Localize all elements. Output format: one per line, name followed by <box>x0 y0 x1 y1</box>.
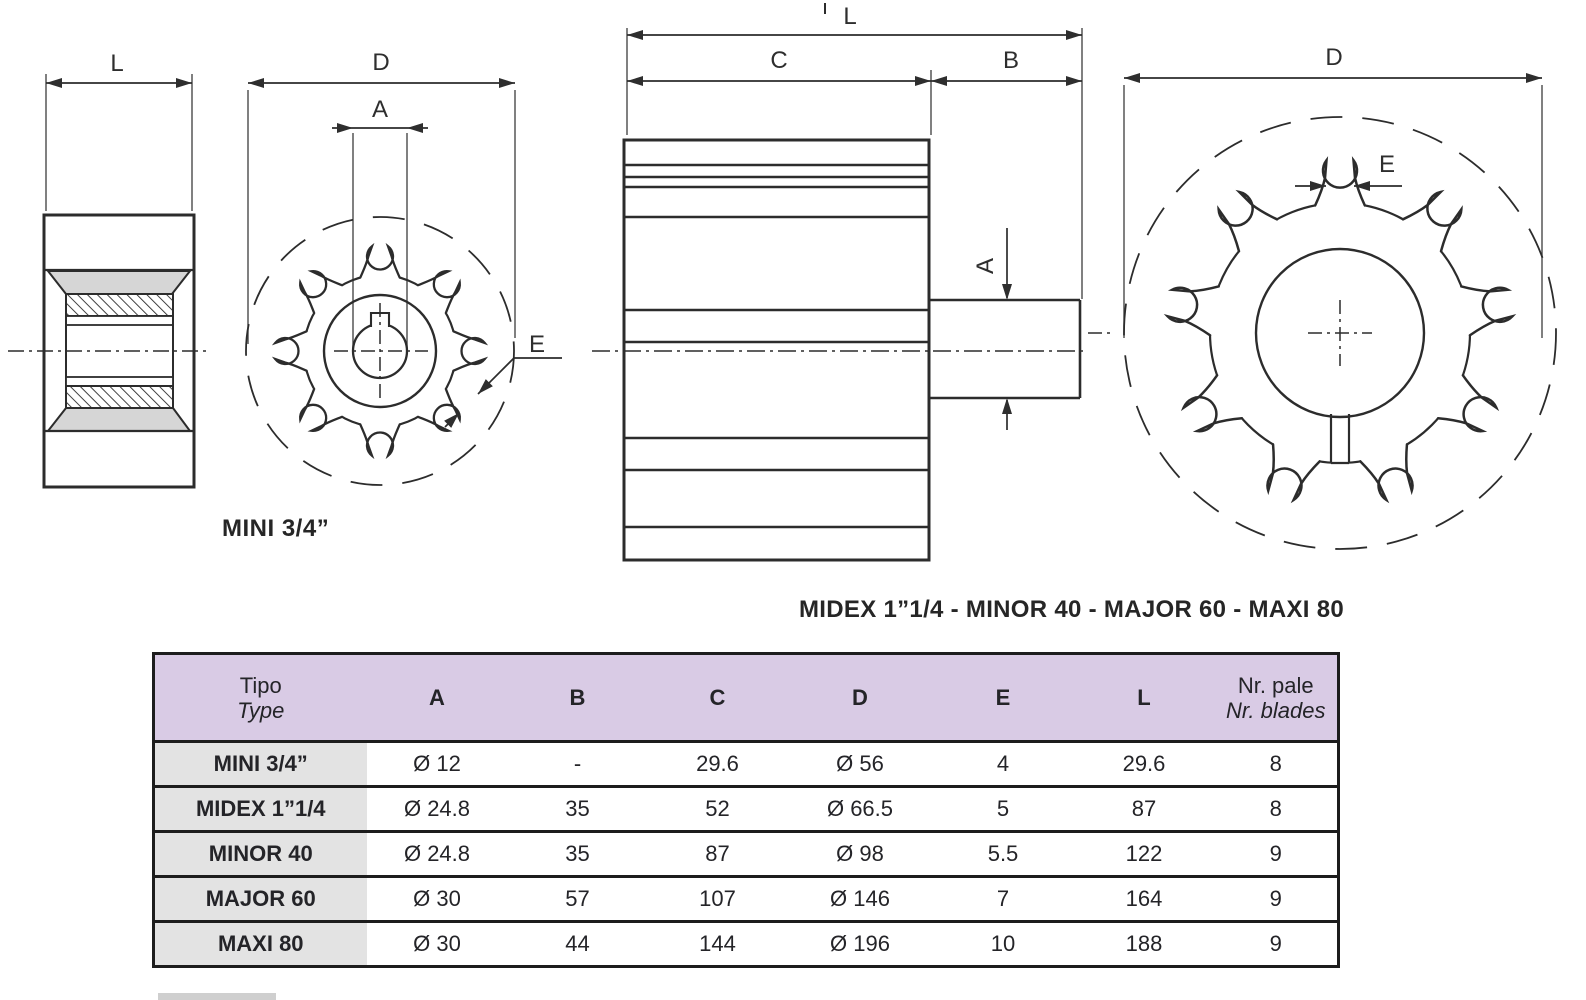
impeller-blade <box>360 411 399 456</box>
dim-label-a-shaft: A <box>972 257 999 275</box>
impeller-blade <box>1390 185 1470 266</box>
column-header-a: A <box>367 654 508 742</box>
table-cell: 44 <box>508 922 648 967</box>
impeller-blade <box>360 246 399 291</box>
column-header-c: C <box>648 654 788 742</box>
impeller-blade <box>292 379 352 439</box>
arrowhead <box>1066 30 1082 40</box>
front-view-large <box>1088 44 1556 549</box>
table-cell: 35 <box>508 787 648 832</box>
table-cell: 9 <box>1215 832 1339 877</box>
arrowhead <box>1124 73 1140 83</box>
column-header-blades <box>1215 654 1339 742</box>
column-header-d: D <box>788 654 933 742</box>
table-cell: 29.6 <box>648 742 788 787</box>
table-cell: 8 <box>1215 742 1339 787</box>
hatch-band-top <box>66 294 173 316</box>
column-header-e: E <box>933 654 1074 742</box>
table-cell: 52 <box>648 787 788 832</box>
arrowhead <box>499 78 515 88</box>
dim-label-d-small: D <box>372 49 390 76</box>
table-cell: - <box>508 742 648 787</box>
table-cell: Ø 12 <box>367 742 508 787</box>
impeller-blade <box>408 379 468 439</box>
table-cell: 10 <box>933 922 1074 967</box>
table-row <box>154 832 1339 877</box>
arrowhead <box>915 76 931 86</box>
dim-label-l-large: L <box>843 3 857 30</box>
column-header-b: B <box>508 654 648 742</box>
dim-label-d-large: D <box>1325 44 1343 71</box>
impeller-blade <box>1354 426 1423 504</box>
table-cell: 122 <box>1074 832 1215 877</box>
table-cell: 57 <box>508 877 648 922</box>
impeller-blade <box>1210 185 1290 266</box>
table-cell: Ø 56 <box>788 742 933 787</box>
row-label: MAJOR 60 <box>154 877 367 922</box>
impeller-blade <box>1178 366 1259 441</box>
arrowhead <box>407 123 423 133</box>
impeller-blade <box>1258 426 1327 504</box>
column-header-l: L <box>1074 654 1215 742</box>
table-cell: Ø 24.8 <box>367 832 508 877</box>
row-label: MINI 3/4” <box>154 742 367 787</box>
side-view-large <box>592 3 1086 560</box>
hatch-band-bottom <box>66 386 173 408</box>
arrowhead <box>248 78 264 88</box>
table-cell: Ø 24.8 <box>367 787 508 832</box>
table-cell: Ø 30 <box>367 922 508 967</box>
table-row <box>154 922 1339 967</box>
table-cell: 35 <box>508 832 648 877</box>
front-view-small <box>246 49 562 485</box>
table-row <box>154 787 1339 832</box>
arrowhead <box>46 78 62 88</box>
table-cell: 107 <box>648 877 788 922</box>
table-header-row <box>154 654 1339 742</box>
row-label: MAXI 80 <box>154 922 367 967</box>
table-row <box>154 877 1339 922</box>
mini-caption: MINI 3/4” <box>222 515 330 542</box>
header-blades-line1: Nr. pale <box>1237 672 1314 698</box>
spec-table-body <box>154 742 1339 967</box>
table-cell: 4 <box>933 742 1074 787</box>
table-cell: 5 <box>933 787 1074 832</box>
impeller-blade <box>408 263 468 323</box>
impeller-blade <box>1315 160 1365 225</box>
arrowhead <box>627 76 643 86</box>
arrowhead <box>1002 398 1012 414</box>
row-label: MINOR 40 <box>154 832 367 877</box>
arrowhead <box>1002 284 1012 300</box>
dim-label-e-small: E <box>528 331 546 358</box>
impeller-blade <box>440 331 485 370</box>
table-cell: 5.5 <box>933 832 1074 877</box>
shaft <box>929 300 1080 398</box>
dim-label-e-large: E <box>1378 151 1396 178</box>
impeller-blade <box>275 331 320 370</box>
table-cell: Ø 196 <box>788 922 933 967</box>
table-cell: Ø 98 <box>788 832 933 877</box>
table-cell: 8 <box>1215 787 1339 832</box>
dim-label-a-small: A <box>371 96 389 123</box>
table-cell: Ø 66.5 <box>788 787 933 832</box>
table-row <box>154 742 1339 787</box>
arrowhead <box>931 76 947 86</box>
impeller-blade <box>1166 279 1238 339</box>
table-cell: Ø 30 <box>367 877 508 922</box>
table-cell: 87 <box>648 832 788 877</box>
header-type-line2: Type <box>237 697 285 723</box>
shaded-collar-bottom <box>48 408 190 431</box>
table-cell: 9 <box>1215 922 1339 967</box>
arrowhead <box>1066 76 1082 86</box>
shaded-collar-top <box>48 271 190 294</box>
table-cell: 87 <box>1074 787 1215 832</box>
page-edge-artifact <box>158 993 276 1000</box>
dim-label-b: B <box>1002 47 1020 74</box>
impeller-blade <box>1421 366 1502 441</box>
arrowhead <box>1526 73 1542 83</box>
arrowhead <box>176 78 192 88</box>
arrowhead <box>337 123 353 133</box>
table-cell: 188 <box>1074 922 1215 967</box>
table-cell: 144 <box>648 922 788 967</box>
impeller-blade <box>292 263 352 323</box>
family-caption: MIDEX 1”1/4 - MINOR 40 - MAJOR 60 - MAXI 80 <box>799 596 1345 623</box>
table-cell: 29.6 <box>1074 742 1215 787</box>
table-cell: 164 <box>1074 877 1215 922</box>
arrowhead <box>627 30 643 40</box>
dim-label-l-small: L <box>110 50 124 77</box>
table-cell: Ø 146 <box>788 877 933 922</box>
side-view-small <box>8 50 207 487</box>
header-blades-line2: Nr. blades <box>1226 697 1326 723</box>
impeller-blade <box>1442 279 1514 339</box>
table-cell: 9 <box>1215 877 1339 922</box>
row-label: MIDEX 1”1/4 <box>154 787 367 832</box>
table-cell: 7 <box>933 877 1074 922</box>
spec-table <box>152 652 1340 968</box>
dim-label-c: C <box>770 47 788 74</box>
header-type-line1: Tipo <box>239 672 282 698</box>
column-header-type <box>154 654 367 742</box>
